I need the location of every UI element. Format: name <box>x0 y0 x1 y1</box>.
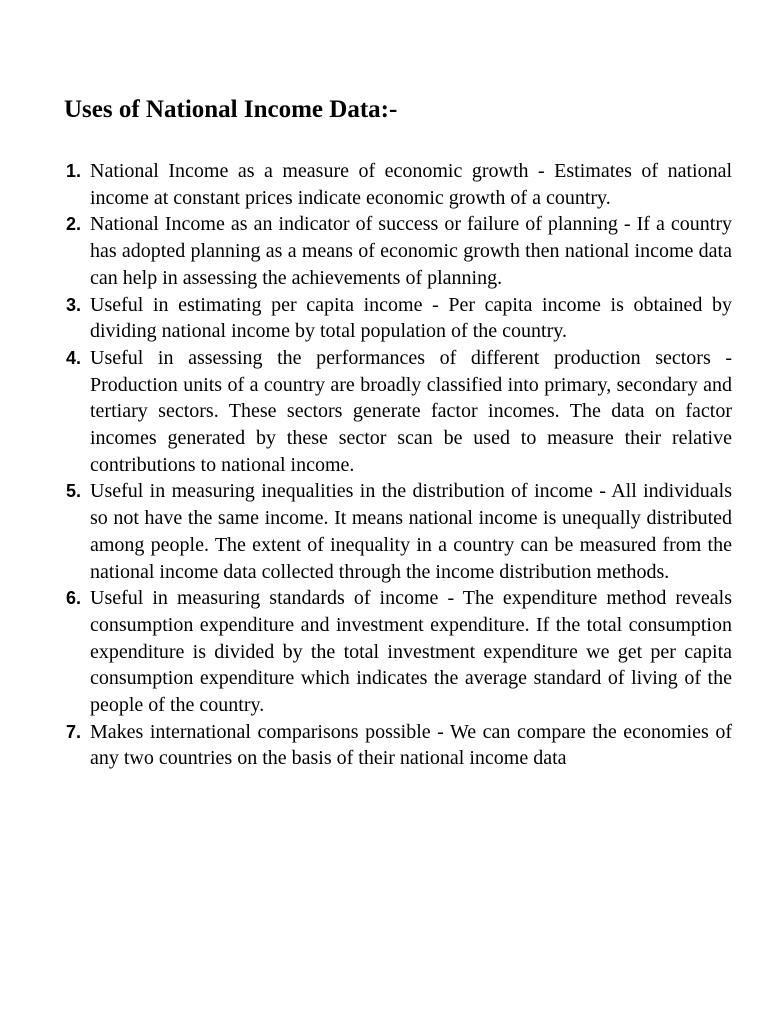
item-text: Useful in measuring inequalities in the distribution of income - All individuals so not have the same income. It means national income is unequally distributed among people. The extent of inequality in a country can be measured from the national income data collected through the income distribution methods. <box>90 480 732 583</box>
item-number: 4. <box>66 347 82 368</box>
list-item-5 <box>66 478 732 585</box>
item-number: 7. <box>66 721 82 742</box>
item-number: 2. <box>66 214 82 235</box>
page-title: Uses of National Income Data:- <box>64 96 398 123</box>
item-text: Useful in estimating per capita income - Per capita income is obtained by dividing national income by total population of the country. <box>90 293 732 343</box>
item-number: 5. <box>66 481 82 502</box>
list-item-1 <box>66 158 732 211</box>
item-number: 1. <box>66 161 82 181</box>
item-text: Useful in measuring standards of income - The expenditure method reveals consumption expenditure and investment expenditure. If the total consumption expenditure is divided by the total investment expenditure we get per capita consumption expenditure which indicates the average standard of living of the people of the country. <box>90 587 732 717</box>
item-number: 3. <box>66 294 82 315</box>
item-text: Makes international comparisons possible - We can compare the economies of any two countries on the basis of their national income data <box>90 720 732 770</box>
list-item-7 <box>66 719 732 772</box>
item-text: Useful in assessing the performances of different production sectors - Production units of a country are broadly classified into primary, secondary and tertiary sectors. These sectors generate factor incomes. The data on factor incomes generated by these sector scan be used to measure their relative contributions to national income. <box>90 346 732 476</box>
list-item-6 <box>66 585 732 719</box>
item-number: 6. <box>66 588 82 609</box>
uses-list <box>66 158 732 772</box>
list-item-2 <box>66 211 732 291</box>
list-item-3 <box>66 292 732 345</box>
list-item-4 <box>66 345 732 479</box>
item-text: National Income as an indicator of success or failure of planning - If a country has adopted planning as a means of economic growth then national income data can help in assessing the achievements of planning. <box>90 213 732 289</box>
item-text: National Income as a measure of economic growth - Estimates of national income at constant prices indicate economic growth of a country. <box>90 160 732 209</box>
